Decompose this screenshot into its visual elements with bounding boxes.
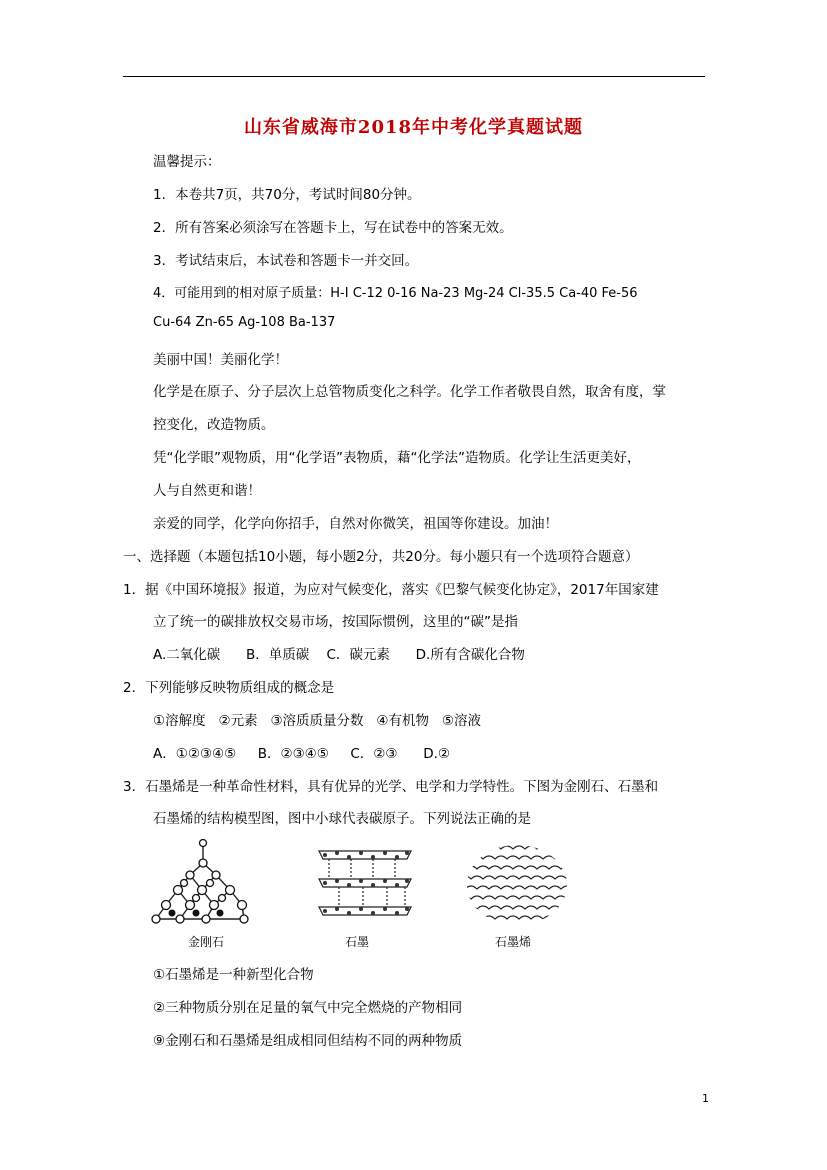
graphite-structure-image: [315, 845, 415, 925]
slogan: 美丽中国！美丽化学！: [153, 352, 288, 368]
question-2-options: A．①②③④⑤ B．②③④⑤ C．②③ D.②: [153, 746, 450, 762]
header-rule: [123, 76, 705, 77]
question-3-statement: ①石墨烯是一种新型化合物: [153, 967, 314, 983]
question-3-statement: ②三种物质分别在足量的氧气中完全燃烧的产物相同: [153, 1000, 463, 1016]
intro-paragraph-3: 亲爱的同学，化学向你招手，自然对你微笑，祖国等你建设。加油！: [153, 516, 558, 532]
question-2-stem: 2．下列能够反映物质组成的概念是: [123, 680, 335, 696]
tip-item: 3．考试结束后，本试卷和答题卡一并交回。: [153, 253, 419, 269]
intro-paragraph-2: 凭“化学眼”观物质，用“化学语”表物质，藉“化学法”造物质。化学让生活更美好，: [153, 450, 641, 466]
question-1-stem-cont: 立了统一的碳排放权交易市场，按国际惯例，这里的“碳”是指: [153, 614, 518, 630]
intro-paragraph-1-cont: 控变化，改造物质。: [153, 417, 275, 433]
graphene-structure-image: [465, 843, 570, 928]
tip-item: 1．本卷共7页，共70分，考试时间80分钟。: [153, 187, 421, 203]
page-title: 山东省威海市2018年中考化学真题试题: [243, 117, 584, 138]
question-3-statement: ⑨金刚石和石墨烯是组成相同但结构不同的两种物质: [153, 1033, 463, 1049]
page-number: 1: [702, 1092, 709, 1105]
tip-item: 4．可能用到的相对原子质量：H-I C-12 0-16 Na-23 Mg-24 Cl-35.5 Ca-40 Fe-56: [153, 286, 638, 301]
caption-graphene: 石墨烯: [495, 935, 532, 949]
tip-item: 2．所有答案必须涂写在答题卡上，写在试卷中的答案无效。: [153, 220, 513, 236]
question-1-stem: 1．据《中国环境报》报道，为应对气候变化，落实《巴黎气候变化协定》，2017年国家建: [123, 582, 659, 598]
intro-paragraph-1: 化学是在原子、分子层次上总管物质变化之科学。化学工作者敬畏自然，取舍有度，掌: [153, 384, 666, 400]
caption-diamond: 金刚石: [188, 935, 225, 949]
question-2-items: ①溶解度 ②元素 ③溶质质量分数 ④有机物 ⑤溶液: [153, 713, 482, 729]
diamond-structure-image: [150, 835, 250, 930]
tip-item: Cu-64 Zn-65 Ag-108 Ba-137: [153, 315, 336, 330]
tips-heading: 温馨提示：: [153, 154, 221, 170]
carbon-structures-figure: [150, 835, 570, 950]
question-3-stem-cont: 石墨烯的结构模型图，图中小球代表碳原子。下列说法正确的是: [153, 811, 531, 827]
caption-graphite: 石墨: [345, 935, 370, 949]
intro-paragraph-2-cont: 人与自然更和谐！: [153, 483, 261, 499]
section-heading: 一、选择题（本题包括10小题，每小题2分，共20分。每小题只有一个选项符合题意）: [123, 549, 639, 565]
question-1-options: A.二氧化碳 B．单质碳 C．碳元素 D.所有含碳化合物: [153, 647, 525, 663]
question-3-stem: 3．石墨烯是一种革命性材料，具有优异的光学、电学和力学特性。下图为金刚石、石墨和: [123, 779, 659, 795]
